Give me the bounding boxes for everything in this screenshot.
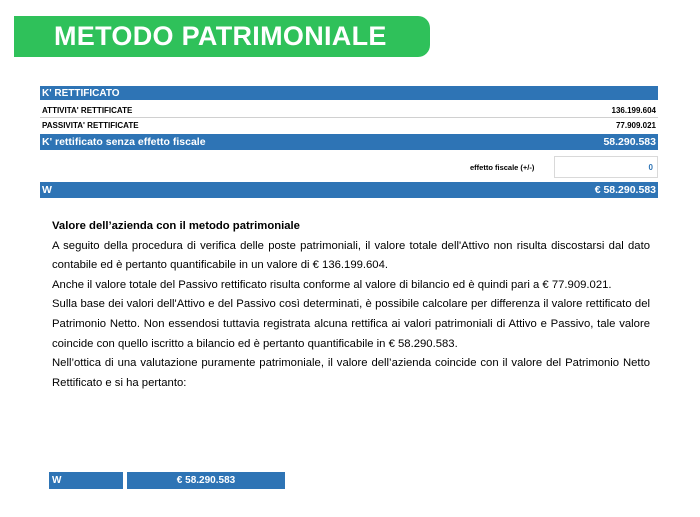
table-row [40,104,658,116]
table-header [40,86,658,100]
row-value-attivita: 136.199.604 [611,105,656,115]
result-label-cell [49,472,123,489]
row-value-passivita: 77.909.021 [615,120,656,130]
subtotal-value: 58.290.583 [603,136,656,148]
fiscal-effect-label: effetto fiscale (+/-) [470,163,535,172]
result-label: W [52,475,62,486]
description-text [52,217,650,393]
row-label-attivita: ATTIVITA' RETTIFICATE [42,105,133,115]
row-label-passivita: PASSIVITA' RETTIFICATE [42,120,139,130]
paragraph: Sulla base dei valori dell'Attivo e del Passivo così determinati, è possibile calcolare per differenza il valore rettificato del Patrimonio Netto. Non essendosi tuttavia registrata alcuna rettifica ai valori patrimoniali di Attivo e Passivo, tale valore coincide con quello iscritto a bilancio ed è pertanto quantificabile in € 58.290.583. [52,298,650,350]
table-header-label: K' RETTIFICATO [42,87,120,99]
paragraph: Nell’ottica di una valutazione puramente patrimoniale, il valore dell’azienda coincide con il valore del Patrimonio Netto Rettificato e si ha pertanto: [52,357,650,389]
paragraph: Anche il valore totale del Passivo rettificato risulta conforme al valore di bilancio ed è quindi pari a € 77.909.021. [52,278,612,291]
subtotal-row [40,134,658,150]
subtotal-label: K' rettificato senza effetto fiscale [42,136,206,148]
fiscal-effect-input[interactable] [554,156,658,178]
section-title: METODO PATRIMONIALE [54,21,387,51]
fiscal-effect-value: 0 [648,162,653,172]
paragraph: A seguito della procedura di verifica delle poste patrimoniali, il valore totale dell'Attivo non risulta discostarsi dal dato contabile ed è pertanto quantificabile in un valore di € 136.199.604. [52,239,650,272]
total-row [40,182,658,198]
table-row [40,119,658,131]
result-value-cell [127,472,285,489]
result-value: € 58.290.583 [176,475,236,486]
total-label: W [42,184,52,196]
text-heading: Valore dell’azienda con il metodo patrimoniale [52,220,300,232]
total-value: € 58.290.583 [594,184,656,196]
section-title-banner [14,16,430,57]
